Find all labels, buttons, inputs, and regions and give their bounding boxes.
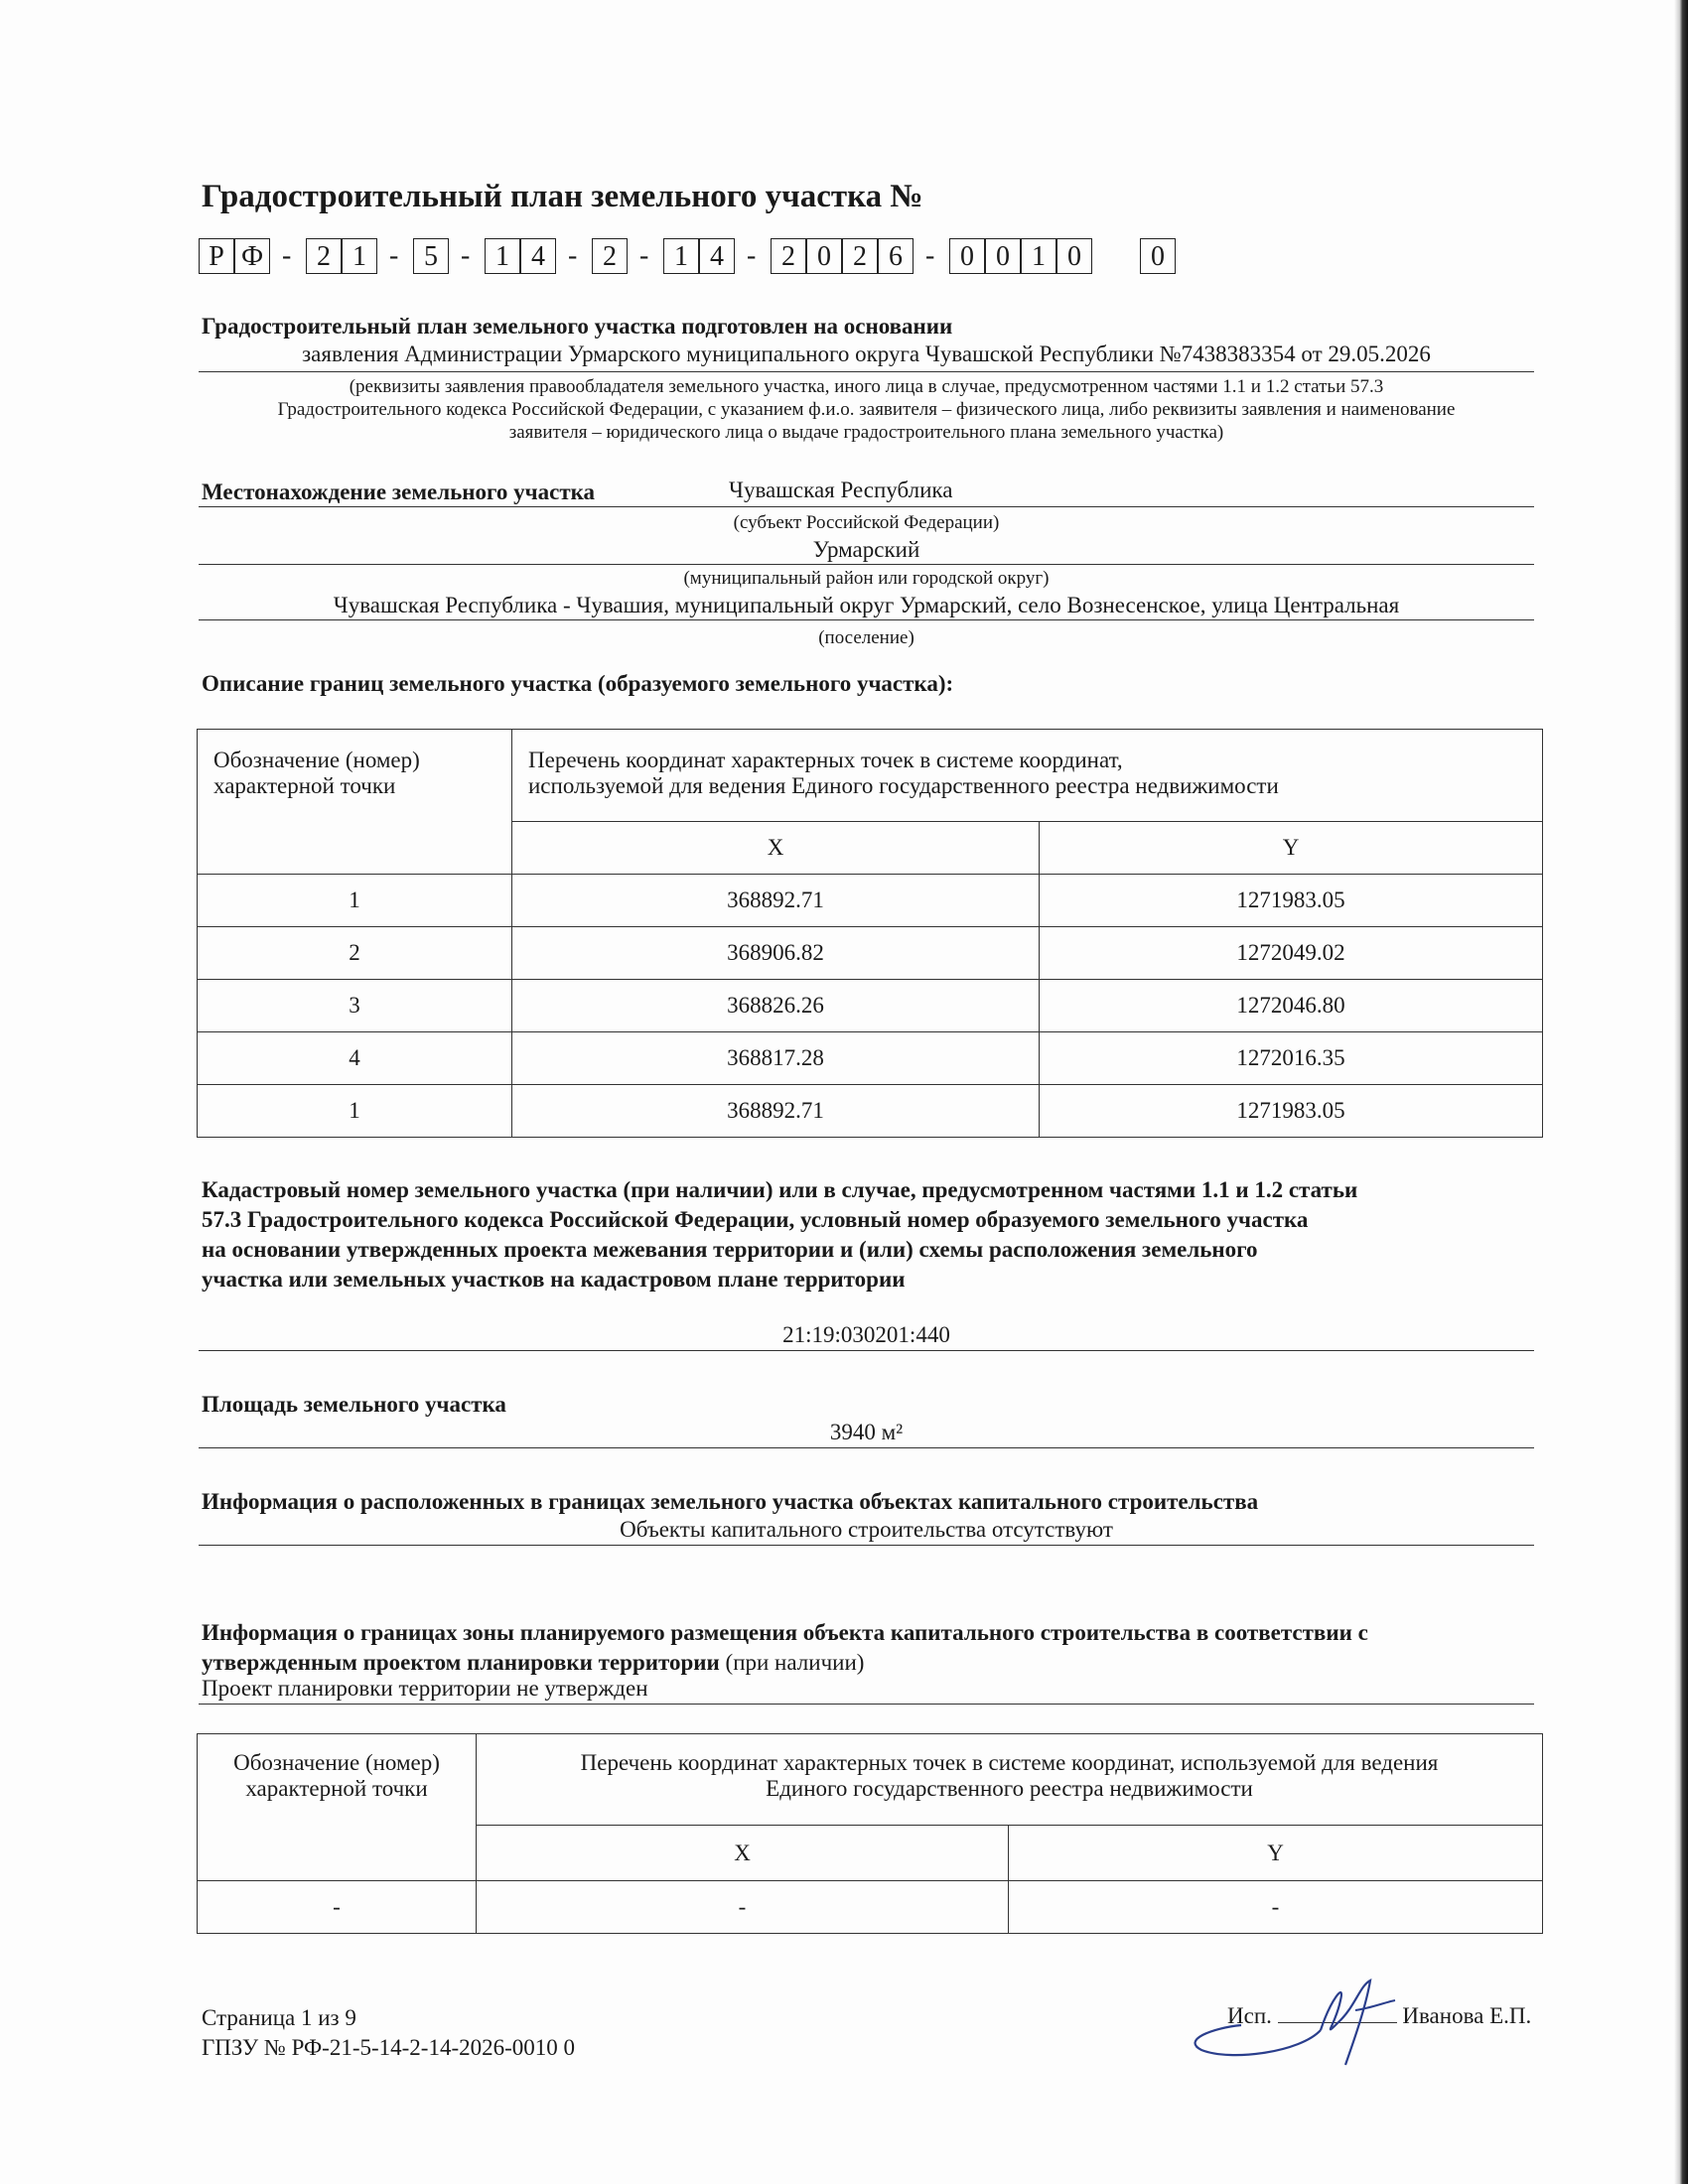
basis-note xyxy=(199,375,1534,444)
table-row xyxy=(198,927,1543,980)
table-row xyxy=(198,980,1543,1032)
subject-caption: (субъект Российской Федерации) xyxy=(733,512,1000,533)
number-cell: 0 xyxy=(1140,238,1176,274)
number-separator: - xyxy=(747,240,757,271)
col-point-line-1: Обозначение (номер) xyxy=(213,748,420,772)
number-cell: 2 xyxy=(592,238,628,274)
number-cell: Р xyxy=(199,238,234,274)
col-coords-header xyxy=(512,730,1543,822)
cadastral-value-line xyxy=(199,1318,1534,1351)
table-row xyxy=(198,1085,1543,1138)
number-cell: Ф xyxy=(234,238,270,274)
cadastral-value: 21:19:030201:440 xyxy=(782,1322,950,1347)
cell-x: 368892.71 xyxy=(512,1085,1040,1138)
planning-heading xyxy=(202,1618,1368,1678)
executor-name: Иванова Е.П. xyxy=(1402,2003,1532,2028)
number-cell: 4 xyxy=(699,238,735,274)
scan-edge xyxy=(1674,0,1688,2184)
area-value: 3940 м² xyxy=(829,1420,904,1444)
cadastral-line-2: 57.3 Градостроительного кодекса Российской Федерации, условный номер образуемого земельного участка xyxy=(202,1207,1309,1232)
settlement-caption: (поселение) xyxy=(818,627,914,648)
cell-n: 1 xyxy=(198,875,512,927)
district-caption: (муниципальный район или городской округ) xyxy=(683,568,1050,589)
signature-icon xyxy=(1172,1971,1450,2070)
document-title: Градостроительный план земельного участка № xyxy=(202,179,923,214)
number-cell: 2 xyxy=(842,238,878,274)
number-cell: 1 xyxy=(342,238,377,274)
cell-n: 4 xyxy=(198,1032,512,1085)
basis-note-3: заявителя – юридического лица о выдаче градостроительного плана земельного участка) xyxy=(508,422,1224,443)
cadastral-heading xyxy=(202,1175,1357,1295)
capital-heading: Информация о расположенных в границах земельного участка объектах капитального строительства xyxy=(202,1489,1259,1514)
boundaries-heading: Описание границ земельного участка (образуемого земельного участка): xyxy=(202,671,954,696)
planning-heading-2-note: (при наличии) xyxy=(719,1650,865,1675)
capital-value: Объекты капитального строительства отсутствуют xyxy=(620,1517,1113,1542)
planning-col-point-line-1: Обозначение (номер) xyxy=(233,1750,440,1775)
table-row xyxy=(198,1032,1543,1085)
number-cell: 1 xyxy=(663,238,699,274)
planning-table xyxy=(197,1733,1543,1934)
planning-col-point-line-2: характерной точки xyxy=(245,1776,428,1801)
number-cell: 4 xyxy=(520,238,556,274)
col-point-header xyxy=(198,730,512,875)
district-line xyxy=(199,534,1534,565)
cadastral-line-1: Кадастровый номер земельного участка (при наличии) или в случае, предусмотренном частями 1.1 и 1.2 статьи xyxy=(202,1177,1358,1202)
cell-n: 3 xyxy=(198,980,512,1032)
boundaries-table xyxy=(197,729,1543,1138)
planning-col-x-header: X xyxy=(477,1826,1009,1881)
planning-col-coords-line-2: Единого государственного реестра недвижимости xyxy=(766,1776,1253,1801)
footer-left xyxy=(202,2003,575,2063)
cell-y: 1272046.80 xyxy=(1040,980,1543,1032)
planning-heading-2: утвержденным проектом планировки территории xyxy=(202,1650,720,1675)
basis-note-1: (реквизиты заявления правообладателя земельного участка, иного лица в случае, предусмотренном частями 1.1 и 1.2 статьи 57.3 xyxy=(349,376,1384,397)
number-cell: 5 xyxy=(413,238,449,274)
cell-x: 368892.71 xyxy=(512,875,1040,927)
cell-y: 1271983.05 xyxy=(1040,1085,1543,1138)
number-cell: 2 xyxy=(306,238,342,274)
location-subject: Чувашская Республика xyxy=(729,478,953,502)
cell-n: 2 xyxy=(198,927,512,980)
planning-value-line xyxy=(199,1676,1534,1705)
area-value-line xyxy=(199,1416,1534,1448)
number-cell: 6 xyxy=(878,238,914,274)
planning-row xyxy=(198,1881,1543,1934)
planning-col-coords-header xyxy=(477,1734,1543,1826)
location-settlement: Чувашская Республика - Чувашия, муниципальный округ Урмарский, село Вознесенское, улица Центральная xyxy=(333,593,1400,617)
basis-value: заявления Администрации Урмарского муниципального округа Чувашской Республики №7438383354 от 29.05.2026 xyxy=(302,341,1431,366)
planning-row-x: - xyxy=(477,1881,1009,1934)
cell-x: 368826.26 xyxy=(512,980,1040,1032)
col-y-header: Y xyxy=(1040,822,1543,875)
settlement-line xyxy=(199,590,1534,620)
number-separator: - xyxy=(639,240,649,271)
col-point-line-2: характерной точки xyxy=(213,773,396,798)
location-line xyxy=(199,475,1534,507)
planning-value: Проект планировки территории не утвержден xyxy=(202,1676,648,1701)
col-coords-line-2: используемой для ведения Единого государственного реестра недвижимости xyxy=(528,773,1279,798)
plan-number xyxy=(199,238,1549,278)
cadastral-line-3: на основании утвержденных проекта межевания территории и (или) схемы расположения земельного xyxy=(202,1237,1258,1262)
number-cell: 1 xyxy=(485,238,520,274)
number-separator: - xyxy=(568,240,578,271)
area-heading: Площадь земельного участка xyxy=(202,1392,506,1417)
cell-y: 1271983.05 xyxy=(1040,875,1543,927)
capital-value-line xyxy=(199,1513,1534,1546)
number-separator: - xyxy=(925,240,935,271)
number-cell: 2 xyxy=(771,238,806,274)
planning-col-y-header: Y xyxy=(1009,1826,1543,1881)
document-code: ГПЗУ № РФ-21-5-14-2-14-2026-0010 0 xyxy=(202,2035,576,2060)
location-district: Урмарский xyxy=(812,537,920,562)
cadastral-line-4: участка или земельных участков на кадастровом плане территории xyxy=(202,1267,906,1292)
cell-x: 368817.28 xyxy=(512,1032,1040,1085)
planning-col-point-header xyxy=(198,1734,477,1881)
planning-row-n: - xyxy=(198,1881,477,1934)
executor-label: Исп. xyxy=(1227,2003,1272,2028)
location-heading: Местонахождение земельного участка xyxy=(202,479,596,504)
number-separator: - xyxy=(282,240,292,271)
basis-note-2: Градостроительного кодекса Российской Федерации, с указанием ф.и.о. заявителя – физического лица, либо реквизиты заявления и наименование xyxy=(277,399,1456,420)
number-cell: 0 xyxy=(1056,238,1092,274)
cell-n: 1 xyxy=(198,1085,512,1138)
page-number: Страница 1 из 9 xyxy=(202,2005,356,2030)
planning-row-y: - xyxy=(1009,1881,1543,1934)
cell-y: 1272016.35 xyxy=(1040,1032,1543,1085)
col-x-header: X xyxy=(512,822,1040,875)
number-cell: 0 xyxy=(985,238,1021,274)
number-separator: - xyxy=(389,240,399,271)
number-cell: 0 xyxy=(806,238,842,274)
number-cell: 1 xyxy=(1021,238,1056,274)
basis-heading: Градостроительный план земельного участка подготовлен на основании xyxy=(202,314,953,339)
cell-x: 368906.82 xyxy=(512,927,1040,980)
cell-y: 1272049.02 xyxy=(1040,927,1543,980)
number-cell: 0 xyxy=(949,238,985,274)
planning-col-coords-line-1: Перечень координат характерных точек в системе координат, используемой для ведения xyxy=(580,1750,1439,1775)
col-coords-line-1: Перечень координат характерных точек в системе координат, xyxy=(528,748,1123,772)
planning-heading-1: Информация о границах зоны планируемого размещения объекта капитального строительства в соответствии с xyxy=(202,1620,1368,1645)
table-row xyxy=(198,875,1543,927)
basis-line xyxy=(199,336,1534,372)
number-separator: - xyxy=(461,240,471,271)
